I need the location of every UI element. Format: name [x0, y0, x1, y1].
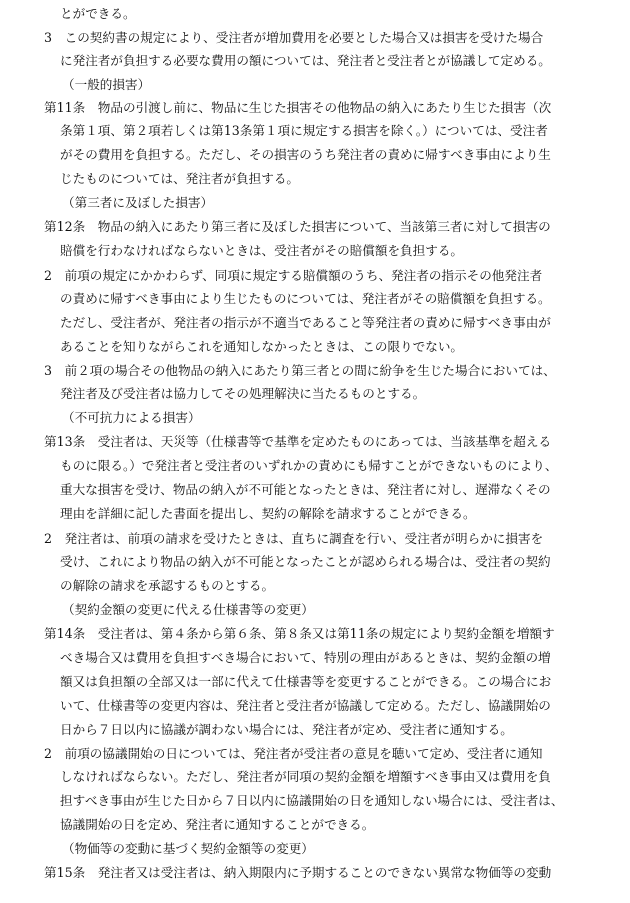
paragraph-3-line: 3 前２項の場合その他物品の納入にあたり第三者との間に紛争を生じた場合においては、: [44, 363, 556, 378]
section-heading: （契約金額の変更に代える仕様書等の変更）: [62, 602, 314, 617]
article-14-heading-line: 第14条 受注者は、第４条から第６条、第８条又は第11条の規定により契約金額を増額す: [44, 626, 555, 641]
text-line: 条第１項、第２項若しくは第13条第１項に規定する損害を除く。）については、受注者: [60, 123, 548, 138]
article-12-heading-line: 第12条 物品の納入にあたり第三者に及ぼした損害について、当該第三者に対して損害の: [44, 219, 551, 234]
text-line: 額又は負担額の全部又は一部に代えて仕様書等を変更することができる。この場合にお: [60, 674, 552, 689]
article-11-heading-line: 第11条 物品の引渡し前に、物品に生じた損害その他物品の納入にあたり生じた損害（次: [44, 100, 552, 115]
text-line: いて、仕様書等の変更内容は、発注者と受注者が協議して定める。ただし、協議開始の: [60, 698, 551, 713]
text-line: じたものについては、発注者が負担する。: [60, 171, 300, 186]
text-line: に発注者が負担する必要な費用の額については、発注者と受注者とが協議して定める。: [60, 53, 551, 68]
section-heading: （物価等の変動に基づく契約金額等の変更）: [62, 841, 314, 856]
article-13-heading-line: 第13条 受注者は、天災等（仕様書等で基準を定めたものにあっては、当該基準を超える: [44, 434, 552, 449]
text-line: 受け、これにより物品の納入が不可能となったことが認められる場合は、受注者の契約: [60, 554, 551, 569]
section-heading: （第三者に及ぼした損害）: [62, 195, 214, 210]
text-line: 発注者及び受注者は協力してその処理解決に当たるものとする。: [60, 386, 426, 401]
section-heading: （不可抗力による損害）: [62, 410, 201, 425]
text-line: 理由を詳細に記した書面を提出し、契約の解除を請求することができる。: [60, 506, 476, 521]
text-line: 日から７日以内に協議が調わない場合には、発注者が定め、受注者に通知する。: [60, 722, 513, 737]
text-line: の解除の請求を承認するものとする。: [60, 578, 275, 593]
text-line: 協議開始の日を定め、発注者に通知することができる。: [60, 817, 375, 832]
text-line: 担すべき事由が生じた日から７日以内に協議開始の日を通知しない場合には、受注者は、: [60, 793, 564, 808]
text-line: とができる。: [60, 6, 136, 21]
text-line: の責めに帰すべき事由により生じたものについては、発注者がその賠償額を負担する。: [60, 291, 551, 306]
paragraph-2-line: 2 前項の協議開始の日については、発注者が受注者の意見を聴いて定め、受注者に通知: [44, 746, 543, 761]
text-line: べき場合又は費用を負担すべき場合において、特別の理由があるときは、契約金額の増: [60, 650, 551, 665]
text-line: しなければならない。ただし、発注者が同項の契約金額を増額すべき事由又は費用を負: [60, 769, 551, 784]
text-line: あることを知りながらこれを通知しなかったときは、この限りでない。: [60, 339, 463, 354]
text-line: ものに限る。）で発注者と受注者のいずれかの責めにも帰すことができないものにより、: [60, 458, 558, 473]
paragraph-2-line: 2 発注者は、前項の請求を受けたときは、直ちに調査を行い、受注者が明らかに損害を: [44, 531, 544, 546]
text-line: 重大な損害を受け、物品の納入が不可能となったときは、発注者に対し、遅滞なくその: [60, 482, 551, 497]
paragraph-3-line: 3 この契約書の規定により、受注者が増加費用を必要とした場合又は損害を受けた場合: [44, 30, 544, 45]
section-heading: （一般的損害）: [62, 77, 151, 92]
text-line: 賠償を行わなければならないときは、受注者がその賠償額を負担する。: [60, 243, 463, 258]
text-line: ただし、受注者が、発注者の指示が不適当であること等発注者の責めに帰すべき事由が: [60, 315, 551, 330]
article-15-heading-line: 第15条 発注者又は受注者は、納入期限内に予期することのできない異常な物価等の変動: [44, 865, 552, 880]
paragraph-2-line: 2 前項の規定にかかわらず、同項に規定する賠償額のうち、発注者の指示その他発注者: [44, 268, 543, 283]
text-line: がその費用を負担する。ただし、その損害のうち発注者の責めに帰すべき事由により生: [60, 147, 551, 162]
